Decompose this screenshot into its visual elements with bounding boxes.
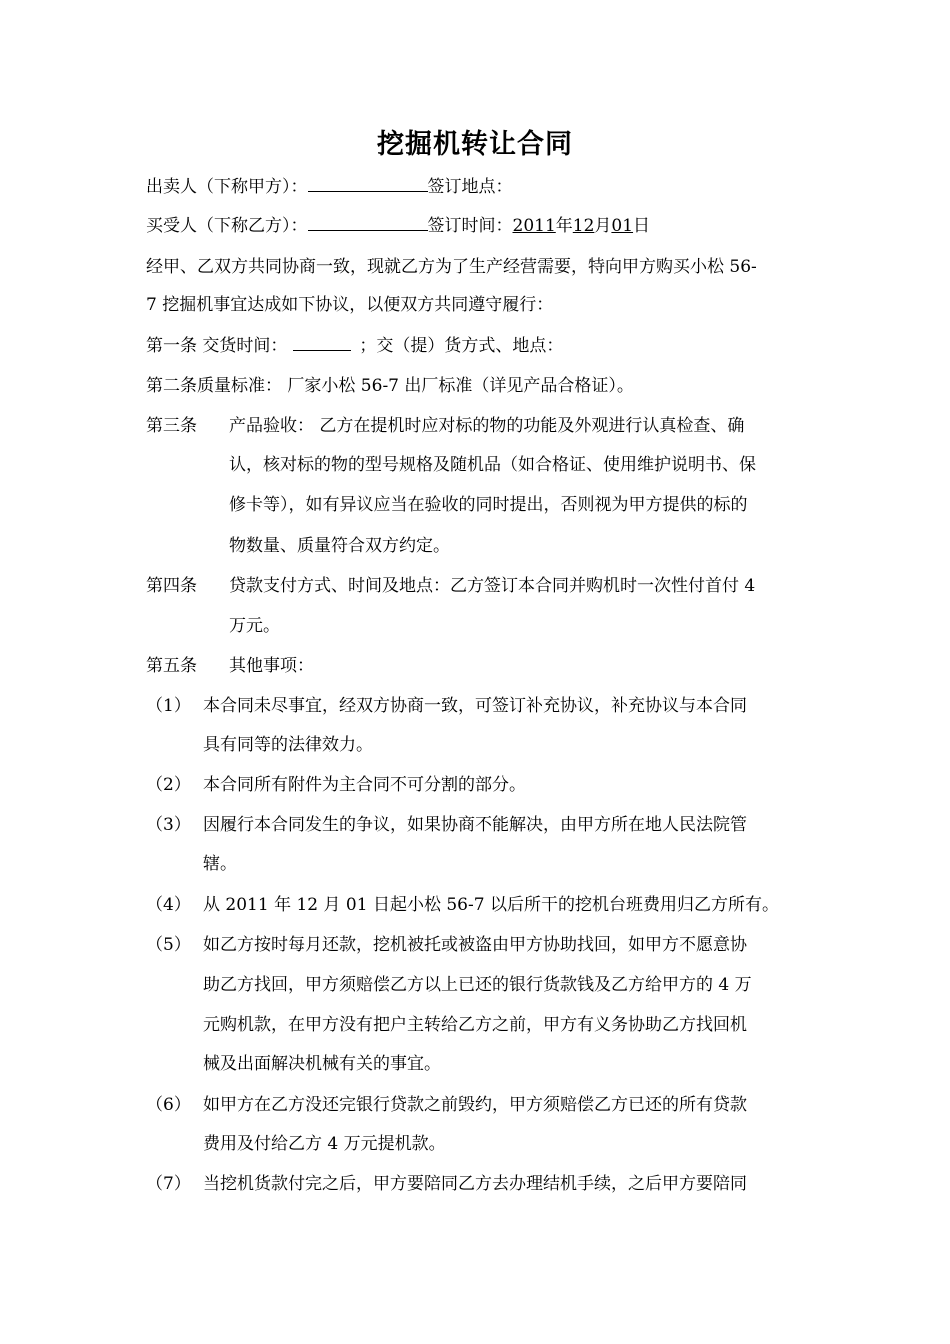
sign-month: 12 <box>572 216 595 236</box>
item-number: （6） <box>146 1095 191 1115</box>
article-3-line-3: 修卡等），如有异议应当在验收的同时提出，否则视为甲方提供的标的 <box>229 495 748 515</box>
article-4-line-1: 贷款支付方式、时间及地点：乙方签订本合同并购机时一次性付首付 4 <box>229 576 756 596</box>
article-4-label: 第四条 <box>146 576 197 596</box>
item-text: 费用及付给乙方 4 万元提机款。 <box>203 1134 446 1154</box>
article-3-line-4: 物数量、质量符合双方约定。 <box>229 536 450 556</box>
sign-day: 01 <box>611 216 634 236</box>
item-text: 当挖机货款付完之后，甲方要陪同乙方去办理结机手续，之后甲方要陪同 <box>203 1174 747 1194</box>
article-1-suffix: ；交（提）货方式、地点： <box>359 336 564 356</box>
buyer-blank <box>308 216 428 231</box>
item-text: 本合同未尽事宜，经双方协商一致，可签订补充协议，补充协议与本合同 <box>203 696 747 716</box>
article-1 <box>146 335 563 357</box>
buyer-line <box>146 215 650 237</box>
article-4-line-2: 万元。 <box>229 616 280 636</box>
sign-time-label: 签订时间： <box>427 216 513 236</box>
seller-line <box>146 176 513 198</box>
article-1-prefix: 第一条 交货时间： <box>146 336 288 356</box>
document-title: 挖掘机转让合同 <box>377 129 573 160</box>
item-number: （7） <box>146 1174 191 1194</box>
buyer-label: 买受人（下称乙方）： <box>146 216 308 236</box>
item-number: （5） <box>146 935 191 955</box>
sign-place-label: 签订地点： <box>427 177 513 197</box>
day-unit: 日 <box>633 216 651 236</box>
intro-line-2: 7 挖掘机事宜达成如下协议，以便双方共同遵守履行： <box>146 295 554 315</box>
seller-blank <box>308 177 428 192</box>
item-text: 辖。 <box>203 854 237 874</box>
item-text: 因履行本合同发生的争议，如果协商不能解决，由甲方所在地人民法院管 <box>203 815 747 835</box>
item-text: 助乙方找回，甲方须赔偿乙方以上已还的银行货款钱及乙方给甲方的 4 万 <box>203 975 752 995</box>
delivery-time-blank <box>293 336 351 351</box>
item-text: 从 2011 年 12 月 01 日起小松 56-7 以后所干的挖机台班费用归乙方所有。 <box>203 895 779 915</box>
item-text: 具有同等的法律效力。 <box>203 735 373 755</box>
article-3-line-2: 认，核对标的物的型号规格及随机品（如合格证、使用维护说明书、保 <box>229 455 756 475</box>
item-text: 元购机款，在甲方没有把户主转给乙方之前，甲方有义务协助乙方找回机 <box>203 1015 747 1035</box>
intro-line-1: 经甲、乙双方共同协商一致，现就乙方为了生产经营需要，特向甲方购买小松 56- <box>146 257 757 277</box>
article-5-text: 其他事项： <box>229 656 314 676</box>
article-3-label: 第三条 <box>146 416 197 436</box>
item-text: 本合同所有附件为主合同不可分割的部分。 <box>203 775 526 795</box>
item-text: 如乙方按时每月还款，挖机被托或被盗由甲方协助找回，如甲方不愿意协 <box>203 935 747 955</box>
item-number: （4） <box>146 895 191 915</box>
year-unit: 年 <box>555 216 573 236</box>
article-2: 第二条质量标准： 厂家小松 56-7 出厂标准（详见产品合格证）。 <box>146 376 634 396</box>
seller-label: 出卖人（下称甲方）： <box>146 177 308 197</box>
item-text: 如甲方在乙方没还完银行贷款之前毁约，甲方须赔偿乙方已还的所有贷款 <box>203 1095 747 1115</box>
month-unit: 月 <box>594 216 612 236</box>
sign-year: 2011 <box>512 216 556 236</box>
item-number: （1） <box>146 696 191 716</box>
article-3-line-1: 产品验收： 乙方在提机时应对标的物的功能及外观进行认真检查、确 <box>229 416 745 436</box>
item-text: 械及出面解决机械有关的事宜。 <box>203 1054 441 1074</box>
item-number: （3） <box>146 815 191 835</box>
article-5-label: 第五条 <box>146 656 197 676</box>
item-number: （2） <box>146 775 191 795</box>
